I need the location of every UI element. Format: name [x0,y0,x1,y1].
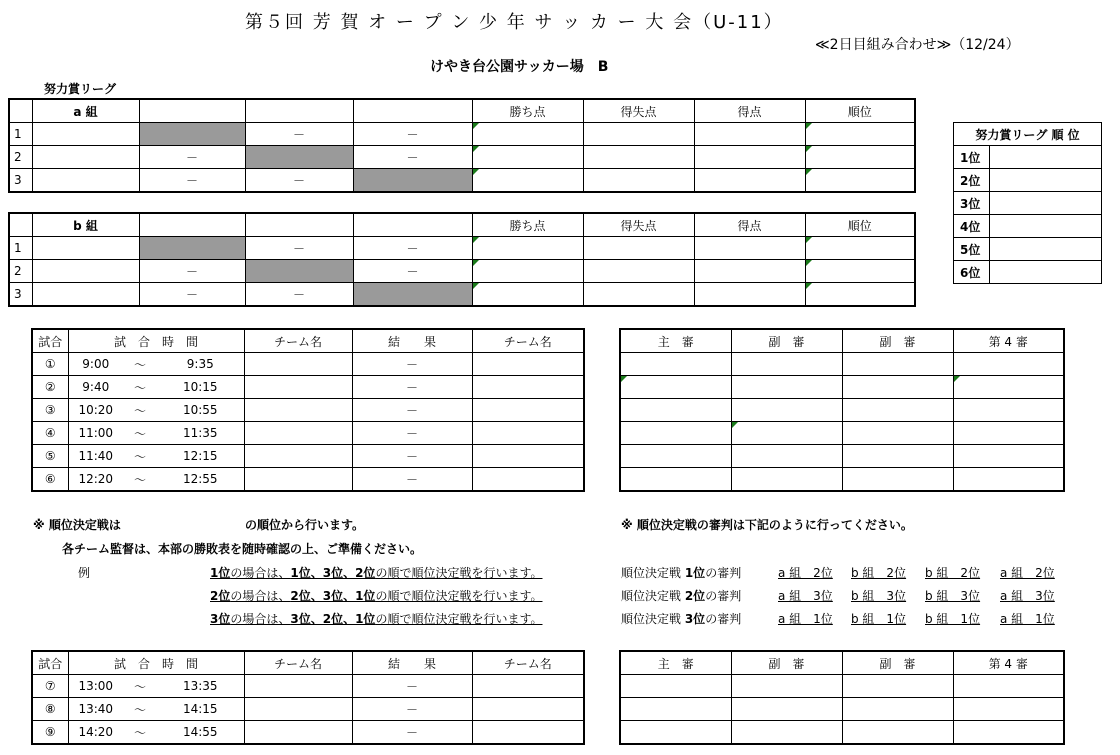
ranking-title: 努力賞リーグ 順 位 [954,123,1102,146]
col-header: 勝ち点 [472,213,583,237]
ref-rule-label: 順位決定戦 3位の審判 [621,612,742,626]
notes-line2: 各チーム監督は、本部の勝敗表を随時確認の上、ご準備ください。 [62,542,423,556]
col-header: 得点 [694,99,805,123]
group-a-header: a 組 [32,99,139,123]
ref-rule-cell: a 組 1位 [1000,612,1055,626]
page-title: 第５回 芳 賀 オ ー プ ン 少 年 サ ッ カ ー 大 会（U-11） [245,12,784,33]
table-row: 2 － － [9,146,915,169]
ref-rule-cell: a 組 3位 [778,589,833,603]
group-b-header: b 組 [32,213,139,237]
match-schedule-bottom: 試合 試 合 時 間 チーム名 結 果 チーム名 ⑦ 13:00 ～ 13:35 － ⑧ 13:40 ～ 14:15 － ⑨ 14:20 ～ 14:55 － [31,650,585,745]
notes-title: ※ 順位決定戦は [33,518,121,532]
referee-table-bottom: 主 審 副 審 副 審 第 4 審 [619,650,1065,745]
table-row: ⑧ 13:40 ～ 14:15 － [32,698,584,721]
ref-rule-cell: a 組 3位 [1000,589,1055,603]
table-row: 1 － － [9,123,915,146]
example-line: 2位の場合は、2位、3位、1位の順で順位決定戦を行います。 [210,589,543,603]
example-line: 1位の場合は、1位、3位、2位の順で順位決定戦を行います。 [210,566,543,580]
col-header: 得失点 [583,213,694,237]
group-a-table [8,98,916,193]
match-schedule-top: 試合 試 合 時 間 チーム名 結 果 チーム名 ① 9:00 ～ 9:35 － ② 9:40 ～ 10:15 － ③ 10:20 ～ 10:55 － ④ 11:00 ～ 11:35 － ⑤ 11:40 ～ 12:15 － ⑥ 12:20 ～ 12:55 － [31,328,585,492]
notes-title-2: の順位から行います。 [245,518,365,532]
ref-rule-cell: b 組 1位 [925,612,981,626]
ref-rule-label: 順位決定戦 2位の審判 [621,589,742,603]
table-row: 3 － － [9,283,915,307]
table-row: 1 － － [9,237,915,260]
ref-notes-title: ※ 順位決定戦の審判は下記のように行ってください。 [621,518,913,532]
group-b-table [8,212,916,307]
ref-rule-cell: b 組 1位 [851,612,907,626]
table-row: ③ 10:20 ～ 10:55 － [32,399,584,422]
page-subtitle: ≪2日目組み合わせ≫（12/24） [815,37,1020,53]
col-header: 得失点 [583,99,694,123]
ref-rule-cell: a 組 2位 [1000,566,1055,580]
example-label: 例 [78,566,91,580]
col-header: 順位 [805,213,915,237]
table-row: ④ 11:00 ～ 11:35 － [32,422,584,445]
referee-table-top: 主 審 副 審 副 審 第 4 審 [619,328,1065,492]
venue-label: けやき台公園サッカー場 B [430,59,609,75]
table-row: ① 9:00 ～ 9:35 － [32,353,584,376]
ref-rule-cell: a 組 1位 [778,612,833,626]
ref-rule-cell: b 組 3位 [925,589,981,603]
ref-rule-cell: b 組 3位 [851,589,907,603]
table-row: 3 － － [9,169,915,193]
table-row: ⑤ 11:40 ～ 12:15 － [32,445,584,468]
ref-rule-cell: b 組 2位 [851,566,907,580]
col-header: 順位 [805,99,915,123]
ref-rule-cell: a 組 2位 [778,566,833,580]
league-label: 努力賞リーグ [44,82,117,96]
ref-rule-label: 順位決定戦 1位の審判 [621,566,742,580]
table-row: ⑦ 13:00 ～ 13:35 － [32,675,584,698]
ref-rule-cell: b 組 2位 [925,566,981,580]
col-header: 勝ち点 [472,99,583,123]
col-header: 得点 [694,213,805,237]
ranking-table: 努力賞リーグ 順 位 1位 2位 3位 4位 5位 6位 [953,122,1102,284]
example-line: 3位の場合は、3位、2位、1位の順で順位決定戦を行います。 [210,612,543,626]
table-row: ⑥ 12:20 ～ 12:55 － [32,468,584,492]
table-row: ⑨ 14:20 ～ 14:55 － [32,721,584,745]
table-row: ② 9:40 ～ 10:15 － [32,376,584,399]
table-row: 2 － － [9,260,915,283]
